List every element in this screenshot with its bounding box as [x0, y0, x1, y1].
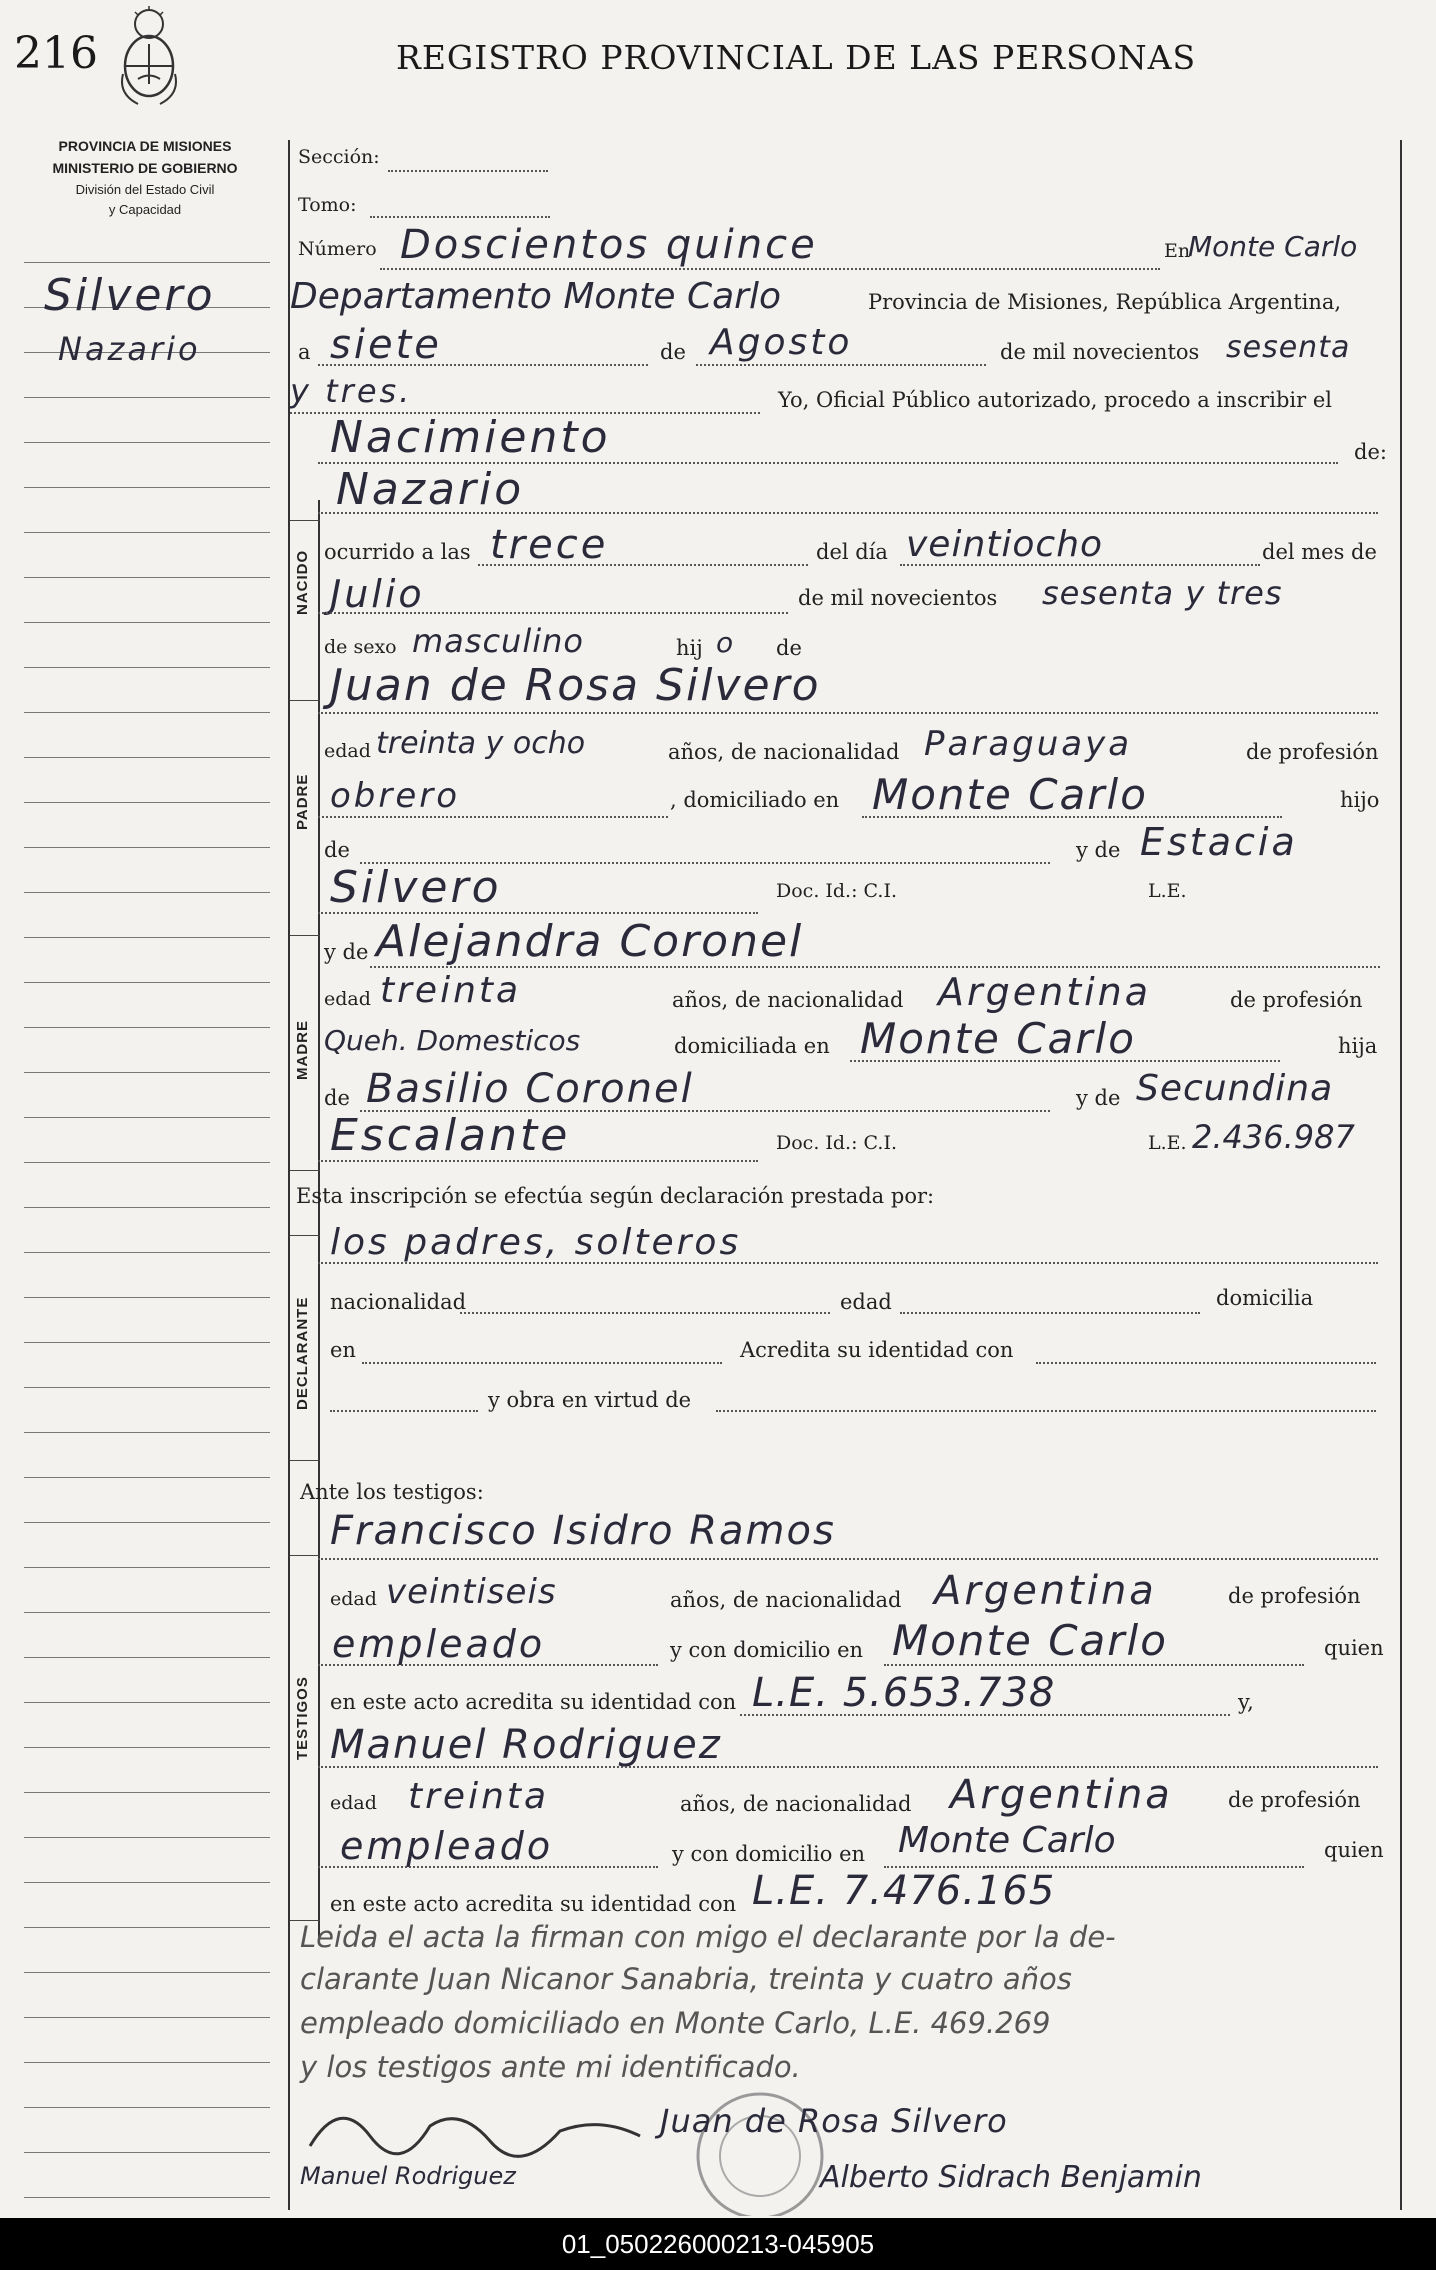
sep-madre — [290, 935, 320, 936]
label-a: a — [298, 340, 311, 364]
label-del-mes: del mes de — [1262, 540, 1377, 564]
value-madre-edad: treinta — [380, 970, 522, 1011]
note-line-1: Leida el acta la firman con migo el declarante por la de- — [300, 1920, 1116, 1954]
note-line-2: clarante Juan Nicanor Sanabria, treinta y cuatro años — [300, 1962, 1072, 1996]
sep-test — [290, 1555, 320, 1556]
value-departamento: Departamento Monte Carlo — [290, 276, 782, 317]
field-numero — [380, 268, 1160, 270]
margin-rule-line — [24, 2197, 270, 2198]
label-yo-oficial: Yo, Oficial Público autorizado, procedo a inscribir el — [778, 388, 1332, 412]
label-padre-hijo: hijo — [1340, 788, 1380, 812]
margin-rule-line — [24, 2107, 270, 2108]
org-line-4: y Capacidad — [108, 202, 182, 217]
label-de-mil2: de mil novecientos — [798, 586, 998, 610]
value-padre-madre: Estacia — [1140, 820, 1298, 864]
value-t2-prof: empleado — [340, 1824, 554, 1868]
margin-rule-line — [24, 1252, 270, 1253]
footer-code: 01_050226000213-045905 — [0, 2218, 1436, 2270]
value-t1-prof: empleado — [332, 1622, 546, 1666]
margin-rule-line — [24, 802, 270, 803]
label-de-colon: de: — [1354, 440, 1387, 464]
coat-of-arms-icon — [118, 4, 180, 114]
label-madre-yde: y de — [324, 940, 369, 964]
label-en: En — [1164, 240, 1191, 262]
field-tomo — [370, 216, 550, 218]
margin-rule-line — [24, 262, 270, 263]
margin-rule-line — [24, 532, 270, 533]
value-padre-madre2: Silvero — [330, 862, 502, 913]
margin-rule-line — [24, 1702, 270, 1703]
value-madre-prof: Queh. Domesticos — [324, 1024, 581, 1057]
field-declarante — [318, 1262, 1378, 1264]
label-decl-en: en — [330, 1338, 356, 1362]
field-hora — [478, 564, 808, 566]
value-padre-nac: Paraguaya — [924, 724, 1133, 764]
margin-surname: Silvero — [44, 270, 216, 321]
sep-madre-end — [290, 1170, 320, 1171]
margin-rule-line — [24, 937, 270, 938]
label-t1-anos: años, de nacionalidad — [670, 1588, 902, 1612]
margin-rule-line — [24, 1207, 270, 1208]
label-padre-doc: Doc. Id.: C.I. — [776, 880, 897, 902]
label-t2-anos: años, de nacionalidad — [680, 1792, 912, 1816]
value-en: Monte Carlo — [1188, 230, 1358, 263]
label-t2-acto: en este acto acredita su identidad con — [330, 1892, 737, 1916]
value-t1-nac: Argentina — [934, 1568, 1157, 1614]
label-hij: hij — [676, 636, 703, 660]
field-padre-nombre — [318, 712, 1378, 714]
label-t2-dom: y con domicilio en — [672, 1842, 866, 1866]
value-madre-madre2: Escalante — [330, 1110, 571, 1161]
value-t2-edad: treinta — [408, 1776, 550, 1817]
margin-rule — [288, 140, 290, 2210]
value-sexo: masculino — [412, 622, 584, 660]
margin-rule-line — [24, 1027, 270, 1028]
value-anio2: y tres. — [290, 372, 413, 410]
sep-nacido — [290, 520, 320, 521]
label-madre-doc: Doc. Id.: C.I. — [776, 1132, 897, 1154]
label-madre-yde2: y de — [1076, 1086, 1121, 1110]
value-dia-nac: veintiocho — [906, 524, 1104, 565]
margin-rule-line — [24, 1342, 270, 1343]
field-mes — [696, 364, 986, 366]
margin-given-name: Nazario — [58, 330, 201, 368]
label-t2-edad: edad — [330, 1792, 377, 1814]
margin-rule-line — [24, 1297, 270, 1298]
field-mes-nac — [318, 612, 788, 614]
margin-rule-line — [24, 1882, 270, 1883]
field-t1-dom — [884, 1664, 1304, 1666]
field-nombre — [318, 512, 1378, 514]
margin-rule-line — [24, 757, 270, 758]
value-declarante: los padres, solteros — [330, 1222, 742, 1263]
margin-rule-line — [24, 1972, 270, 1973]
side-label-testigos: TESTIGOS — [294, 1676, 311, 1760]
value-madre-madre: Secundina — [1136, 1068, 1334, 1109]
org-line-3: División del Estado Civil — [75, 182, 215, 197]
signature-2: Manuel Rodriguez — [300, 2162, 516, 2190]
margin-rule-line — [24, 622, 270, 623]
margin-rule-line — [24, 1387, 270, 1388]
label-t1-y: y, — [1238, 1690, 1254, 1714]
field-decl-acredita — [1036, 1362, 1376, 1364]
label-de-mil: de mil novecientos — [1000, 340, 1200, 364]
label-padre-yde: y de — [1076, 838, 1121, 862]
field-decl-nac — [460, 1312, 830, 1314]
side-rule — [318, 500, 320, 1940]
label-t1-dom: y con domicilio en — [670, 1638, 864, 1662]
label-padre-edad: edad — [324, 740, 371, 762]
note-line-4: y los testigos ante mi identificado. — [300, 2050, 801, 2084]
value-anio1: sesenta — [1226, 330, 1351, 365]
label-ocurrido: ocurrido a las — [324, 540, 471, 564]
field-dia — [318, 364, 648, 366]
label-madre-anos: años, de nacionalidad — [672, 988, 904, 1012]
margin-rule-line — [24, 2152, 270, 2153]
label-de: de — [660, 340, 686, 364]
margin-rule-line — [24, 1792, 270, 1793]
right-rule — [1400, 140, 1402, 2210]
note-line-3: empleado domiciliado en Monte Carlo, L.E. 469.269 — [300, 2006, 1051, 2040]
margin-rule-line — [24, 892, 270, 893]
margin-rule-line — [24, 847, 270, 848]
margin-rule-line — [24, 1927, 270, 1928]
label-t2-quien: quien — [1324, 1838, 1384, 1862]
value-numero: Doscientos quince — [400, 222, 818, 268]
field-madre-dom — [850, 1060, 1280, 1062]
field-t1-prof — [318, 1664, 658, 1666]
margin-rule-line — [24, 1837, 270, 1838]
value-anio-nac: sesenta y tres — [1042, 574, 1283, 612]
margin-rule-line — [24, 2062, 270, 2063]
margin-rule-line — [24, 577, 270, 578]
value-madre-nombre: Alejandra Coronel — [376, 916, 804, 967]
label-madre-prof: de profesión — [1230, 988, 1363, 1012]
side-label-nacido: NACIDO — [294, 549, 311, 615]
label-t1-quien: quien — [1324, 1636, 1384, 1660]
label-madre-le: L.E. — [1148, 1132, 1187, 1154]
label-de-padres: de — [776, 636, 802, 660]
margin-rule-line — [24, 1072, 270, 1073]
value-dia: siete — [330, 322, 442, 368]
label-decl-acredita: Acredita su identidad con — [740, 1338, 1014, 1362]
value-padre-prof: obrero — [330, 776, 461, 816]
value-acto: Nacimiento — [330, 412, 611, 463]
value-t2-doc: L.E. 7.476.165 — [752, 1868, 1056, 1914]
value-hij-suffix: o — [716, 626, 737, 659]
label-padre-prof: de profesión — [1246, 740, 1379, 764]
margin-rule-line — [24, 1162, 270, 1163]
value-padre-edad: treinta y ocho — [376, 726, 586, 761]
field-madre-nombre — [370, 966, 1380, 968]
field-padre-madre2 — [318, 912, 758, 914]
field-seccion — [388, 170, 548, 172]
label-numero: Número — [298, 238, 377, 260]
label-madre-dom: domiciliada en — [674, 1034, 830, 1058]
sep-decl-end — [290, 1460, 320, 1461]
value-mes: Agosto — [710, 322, 853, 363]
label-decl-nac: nacionalidad — [330, 1290, 467, 1314]
org-line-2: MINISTERIO DE GOBIERNO — [52, 160, 238, 176]
margin-rule-line — [24, 442, 270, 443]
signature-1: Juan de Rosa Silvero — [660, 2102, 1008, 2140]
margin-rule-line — [24, 1612, 270, 1613]
label-sexo: de sexo — [324, 636, 397, 658]
margin-rule-line — [24, 712, 270, 713]
side-label-madre: MADRE — [294, 1020, 311, 1080]
label-seccion: Sección: — [298, 146, 380, 168]
sep-padre — [290, 700, 320, 701]
field-decl-edad — [900, 1312, 1200, 1314]
side-label-padre: PADRE — [294, 773, 311, 830]
value-nombre: Nazario — [336, 464, 525, 515]
value-madre-le: 2.436.987 — [1192, 1118, 1355, 1156]
label-padre-anos: años, de nacionalidad — [668, 740, 900, 764]
label-decl-edad: edad — [840, 1290, 892, 1314]
field-decl-en — [362, 1362, 722, 1364]
field-t1-nombre — [318, 1558, 1378, 1560]
sep-decl — [290, 1235, 320, 1236]
field-padre-dom — [862, 816, 1282, 818]
value-t1-edad: veintiseis — [386, 1572, 557, 1612]
field-decl-obra-pre — [330, 1410, 478, 1412]
org-line-1: PROVINCIA DE MISIONES — [58, 138, 232, 154]
value-t1-doc: L.E. 5.653.738 — [752, 1670, 1056, 1716]
field-t1-doc — [740, 1714, 1230, 1716]
value-madre-dom: Monte Carlo — [860, 1014, 1136, 1063]
label-t1-prof: de profesión — [1228, 1584, 1361, 1608]
document-title: REGISTRO PROVINCIAL DE LAS PERSONAS — [396, 38, 1197, 77]
signature-scribble-icon — [300, 2086, 660, 2166]
signature-3: Alberto Sidrach Benjamin — [820, 2160, 1202, 2195]
label-t1-edad: edad — [330, 1588, 377, 1610]
label-padre-de: de — [324, 838, 350, 862]
label-madre-de: de — [324, 1086, 350, 1110]
field-t2-prof — [318, 1866, 658, 1868]
label-provincia: Provincia de Misiones, República Argentina, — [868, 290, 1342, 314]
margin-rule-line — [24, 487, 270, 488]
value-madre-padre: Basilio Coronel — [366, 1066, 694, 1112]
margin-rule-line — [24, 1477, 270, 1478]
label-madre-hija: hija — [1338, 1034, 1378, 1058]
label-t1-acto: en este acto acredita su identidad con — [330, 1690, 737, 1714]
margin-rule-line — [24, 1567, 270, 1568]
label-decl-obra: y obra en virtud de — [488, 1388, 692, 1412]
margin-rule-line — [24, 1117, 270, 1118]
value-padre-dom: Monte Carlo — [872, 770, 1148, 819]
field-dia-nac — [900, 564, 1260, 566]
label-tomo: Tomo: — [298, 194, 357, 216]
value-t2-dom: Monte Carlo — [898, 1820, 1116, 1861]
label-t2-prof: de profesión — [1228, 1788, 1361, 1812]
margin-rule-line — [24, 982, 270, 983]
value-hora: trece — [490, 522, 609, 568]
folio-number: 216 — [14, 28, 98, 79]
field-decl-obra — [716, 1410, 1376, 1412]
value-t2-nombre: Manuel Rodriguez — [330, 1722, 722, 1768]
label-declaracion: Esta inscripción se efectúa según declaración prestada por: — [296, 1184, 935, 1208]
value-madre-nac: Argentina — [938, 970, 1152, 1014]
label-padre-dom: , domiciliado en — [670, 788, 840, 812]
value-padre-nombre: Juan de Rosa Silvero — [330, 660, 821, 711]
field-t2-nombre — [318, 1766, 1378, 1768]
label-ante-testigos: Ante los testigos: — [300, 1480, 484, 1504]
label-decl-dom: domicilia — [1216, 1286, 1314, 1310]
margin-rule-line — [24, 1657, 270, 1658]
value-t2-nac: Argentina — [950, 1772, 1173, 1818]
margin-rule-line — [24, 2017, 270, 2018]
side-label-declarante: DECLARANTE — [294, 1296, 311, 1410]
margin-rule-line — [24, 397, 270, 398]
value-t1-nombre: Francisco Isidro Ramos — [330, 1508, 836, 1554]
value-mes-nac: Julio — [330, 572, 425, 616]
label-madre-edad: edad — [324, 988, 371, 1010]
margin-rule-line — [24, 1432, 270, 1433]
margin-rule-line — [24, 1522, 270, 1523]
margin-rule-line — [24, 667, 270, 668]
value-t1-dom: Monte Carlo — [892, 1616, 1168, 1665]
label-padre-le: L.E. — [1148, 880, 1187, 902]
label-del-dia: del día — [816, 540, 888, 564]
field-madre-madre2 — [318, 1160, 758, 1162]
field-padre-prof — [318, 816, 668, 818]
margin-rule-line — [24, 1747, 270, 1748]
